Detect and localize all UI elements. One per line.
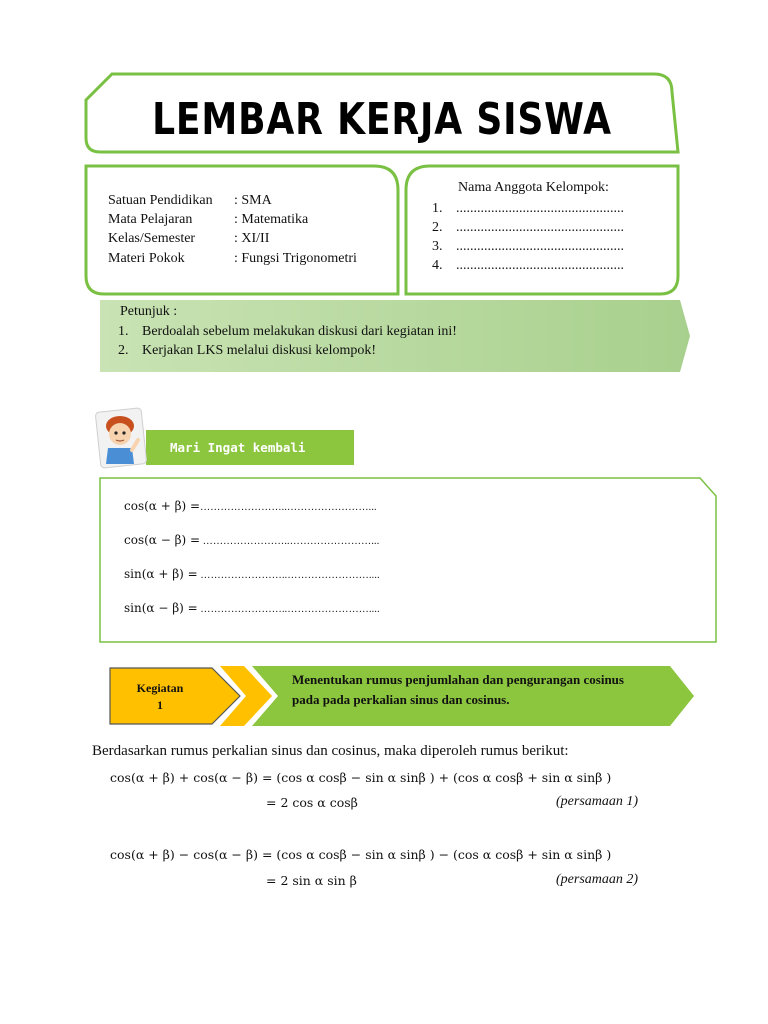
info-row-mapel: Mata Pelajaran : Matematika bbox=[108, 212, 309, 227]
activity-title: Menentukan rumus penjumlahan dan pengurangan cosinus pada pada perkalian sinus dan cosinus. bbox=[292, 672, 624, 707]
recall-formula: sin(α + β) = ……………………..…………………….... bbox=[124, 567, 380, 581]
recall-label: Mari Ingat kembali bbox=[170, 440, 306, 455]
instructions-heading: Petunjuk : bbox=[120, 304, 178, 319]
equation-2-note: (persamaan 2) bbox=[556, 872, 639, 887]
page-title: LEMBAR KERJA SISWA bbox=[152, 93, 612, 145]
instruction-item: 1. Berdoalah sebelum melakukan diskusi dari kegiatan ini! bbox=[118, 324, 457, 339]
activity-label: Kegiatan 1 bbox=[136, 681, 184, 712]
info-row-kelas: Kelas/Semester : XI/II bbox=[108, 231, 270, 246]
equation-1-note: (persamaan 1) bbox=[556, 794, 639, 809]
member-row[interactable]: 1. ................................................ bbox=[432, 201, 624, 216]
equation-2-line-2: = 2 sin α sin β bbox=[266, 873, 357, 888]
equation-2-line-1: cos(α + β) − cos(α − β) = (cos α cosβ − sin α sinβ ) − (cos α cosβ + sin α sinβ ) bbox=[110, 847, 612, 862]
recall-formula: cos(α + β) =……………………..……………………... bbox=[124, 499, 377, 513]
info-row-materi: Materi Pokok : Fungsi Trigonometri bbox=[108, 251, 357, 266]
member-row[interactable]: 3. ................................................ bbox=[432, 239, 624, 254]
recall-formula: cos(α − β) = ……………………..……………………... bbox=[124, 533, 380, 547]
info-row-satuan: Satuan Pendidikan : SMA bbox=[108, 193, 272, 208]
equation-1-line-2: = 2 cos α cosβ bbox=[266, 795, 358, 810]
instruction-item: 2. Kerjakan LKS melalui diskusi kelompok! bbox=[118, 343, 377, 358]
intro-paragraph: Berdasarkan rumus perkalian sinus dan cosinus, maka diperoleh rumus berikut: bbox=[92, 743, 569, 759]
member-row[interactable]: 2. ................................................ bbox=[432, 220, 624, 235]
recall-formula: sin(α − β) = ……………………..…………………….... bbox=[124, 601, 380, 615]
members-title: Nama Anggota Kelompok: bbox=[458, 180, 609, 195]
member-row[interactable]: 4. ................................................ bbox=[432, 258, 624, 273]
equation-1-line-1: cos(α + β) + cos(α − β) = (cos α cosβ − sin α sinβ ) + (cos α cosβ + sin α sinβ ) bbox=[110, 770, 612, 785]
